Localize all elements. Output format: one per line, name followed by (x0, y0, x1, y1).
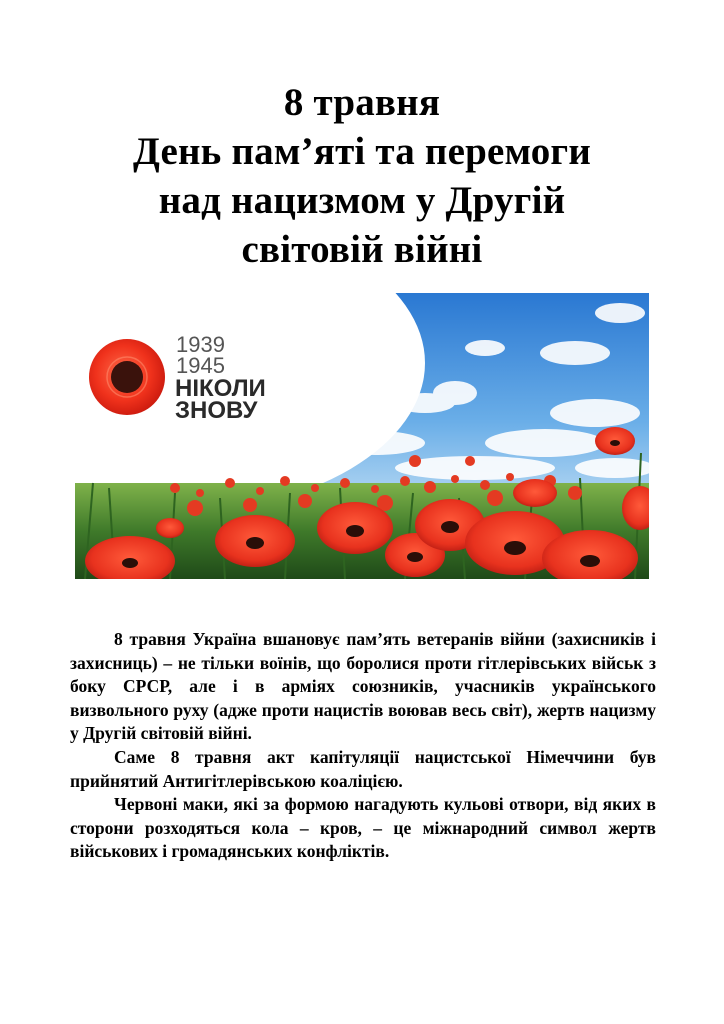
slogan-line-2: ЗНОВУ (175, 397, 258, 424)
paragraph-capitulation: Саме 8 травня акт капітуляції нацистської Німеччини був прийнятий Антигітлерівською коаліцією. (70, 746, 656, 791)
title-line-4: світовій війні (241, 228, 483, 271)
article-body (70, 628, 656, 864)
paragraph-poppy-symbol: Червоні маки, які за формою нагадують кульові отвори, від яких в сторони розходяться кола – кров, – це міжнародний символ жертв військових і громадянських конфліктів. (70, 794, 656, 862)
title-line-2: День пам’яті та перемоги (132, 130, 592, 173)
poppy-banner-image (75, 293, 649, 579)
years-end-label: 1945 (176, 353, 225, 378)
poppy-flower-icon (89, 339, 165, 415)
title-line-date: 8 травня (283, 81, 441, 124)
years-start-label: 1939 (176, 332, 225, 357)
slogan-line-1: НІКОЛИ (175, 375, 266, 402)
poppy-field-illustration (75, 293, 649, 579)
title-line-3: над нацизмом у Другій (158, 179, 566, 222)
paragraph-remembrance: 8 травня Україна вшановує пам’ять ветеранів війни (захисників і захисниць) – не тільки воїнів, що боролися проти гітлерівських військ з боку СРСР, але і в арміях союзників, учасників українського визвольного руху (адже проти нацистів воював весь світ), жертв нацизму у Другій світовій війні. (70, 629, 656, 744)
page-title (70, 78, 654, 274)
